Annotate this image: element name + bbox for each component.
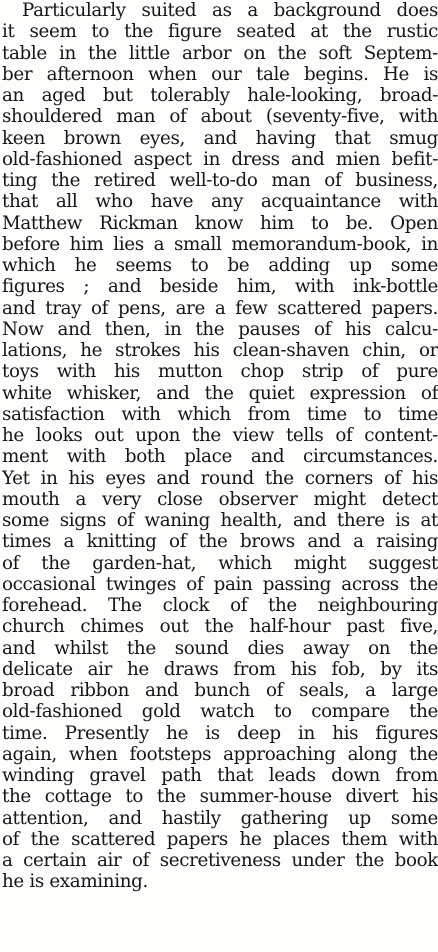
text-line: that all who have any acquaintance with xyxy=(2,191,438,213)
text-line: again, when footsteps approaching along the xyxy=(2,743,438,765)
text-line: Matthew Rickman know him to be. Open xyxy=(2,212,438,234)
text-line: time. Presently he is deep in his figures xyxy=(2,722,438,744)
text-line: and whilst the sound dies away on the xyxy=(2,637,438,659)
text-line: satisfaction with which from time to time xyxy=(2,403,438,425)
text-line: broad ribbon and bunch of seals, a large xyxy=(2,680,438,701)
text-line: attention, and hastily gathering up some xyxy=(2,807,438,829)
text-line: the cottage to the summer-house divert his xyxy=(2,786,438,808)
text-line: Particularly suited as a background does xyxy=(22,0,438,21)
text-line: lations, he strokes his clean-shaven chin, or xyxy=(2,340,438,361)
text-line: a certain air of secretiveness under the book xyxy=(2,850,438,871)
text-line: times a knitting of the brows and a raising xyxy=(2,531,438,553)
text-line: white whisker, and the quiet expression of xyxy=(2,382,438,404)
text-line: it seem to the figure seated at the rustic xyxy=(2,21,438,43)
text-line: old-fashioned gold watch to compare the xyxy=(2,701,438,723)
text-column xyxy=(2,0,438,893)
text-line: table in the little arbor on the soft Septem- xyxy=(2,42,438,64)
text-line: of the scattered papers he places them with xyxy=(2,828,438,850)
text-line: which he seems to be adding up some xyxy=(2,255,438,276)
text-line: and tray of pens, are a few scattered papers. xyxy=(2,297,438,319)
text-line: an aged but tolerably hale-looking, broad- xyxy=(2,85,438,106)
text-line-last: he is examining. xyxy=(2,871,148,893)
text-line: forehead. The clock of the neighbouring xyxy=(2,595,438,616)
text-line: ment with both place and circumstances. xyxy=(2,446,438,468)
text-line: figures ; and beside him, with ink-bottle xyxy=(2,276,438,298)
text-line: church chimes out the half-hour past five, xyxy=(2,616,438,638)
text-line: shouldered man of about (seventy-five, with xyxy=(2,106,438,128)
text-line: delicate air he draws from his fob, by its xyxy=(2,658,438,680)
text-line: ber afternoon when our tale begins. He is xyxy=(2,63,438,85)
text-line: keen brown eyes, and having that smug xyxy=(2,127,438,149)
text-line: before him lies a small memorandum-book, in xyxy=(2,233,438,255)
text-line: Yet in his eyes and round the corners of his xyxy=(2,467,438,489)
text-line: old-fashioned aspect in dress and mien befit- xyxy=(2,148,438,170)
text-line: occasional twinges of pain passing across the xyxy=(2,573,438,595)
text-line: toys with his mutton chop strip of pure xyxy=(2,361,438,383)
text-line: winding gravel path that leads down from xyxy=(2,765,438,786)
text-line: ting the retired well-to-do man of business, xyxy=(2,170,438,191)
text-line: some signs of waning health, and there is at xyxy=(2,510,438,531)
text-line: mouth a very close observer might detect xyxy=(2,488,438,510)
text-line: of the garden-hat, which might suggest xyxy=(2,552,438,574)
text-line: he looks out upon the view tells of content- xyxy=(2,425,438,446)
text-line: Now and then, in the pauses of his calcu- xyxy=(2,318,438,340)
